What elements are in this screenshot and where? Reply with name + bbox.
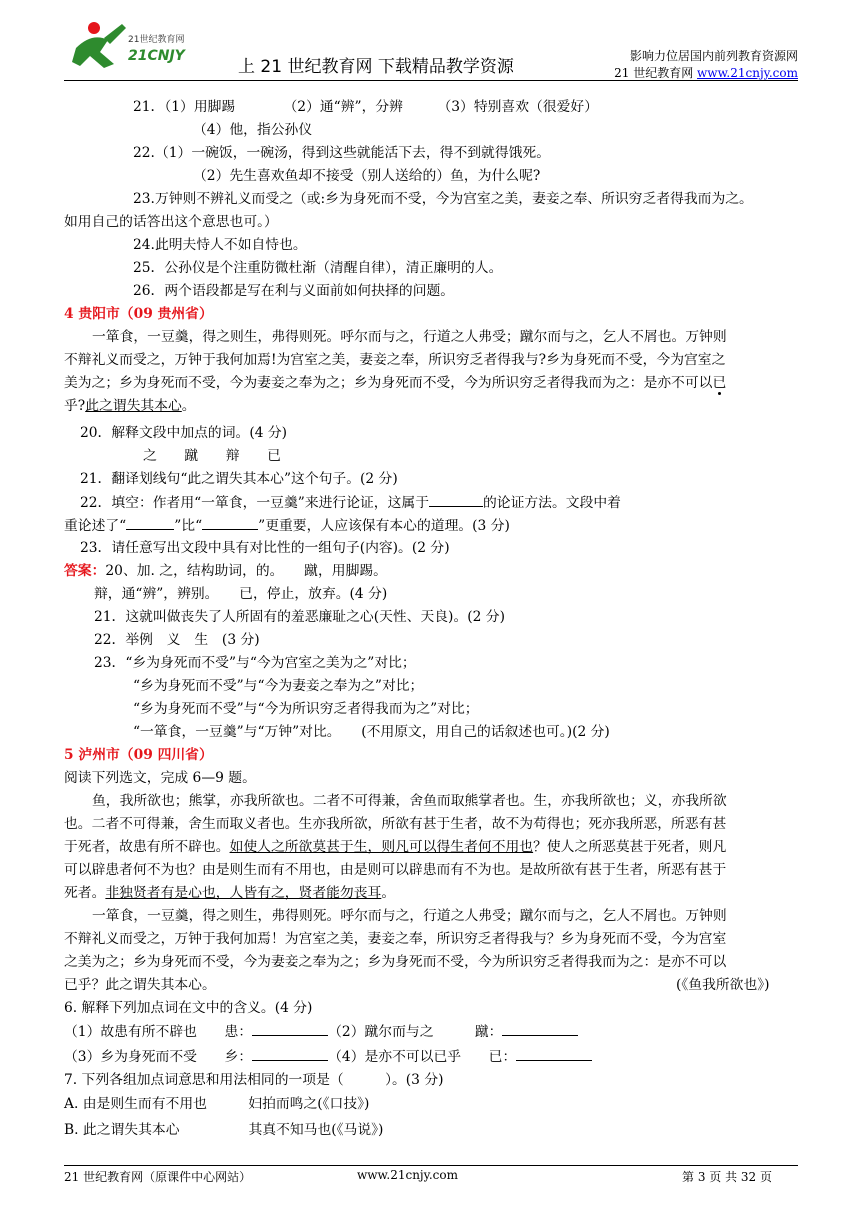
question-7: 7. 下列各组加点词意思和用法相同的一项是（ ）。(3 分) (64, 1072, 444, 1088)
question-22: 22．填空：作者用“一箪食，一豆羹”来进行论证，这属于 的论证方法。文段中着 (80, 492, 621, 513)
svg-text:21CNJY: 21CNJY (128, 48, 185, 64)
answer-21: 21．（1）用脚踢 （2）通“辨”，分辨 （3）特别喜欢（很爱好） (133, 99, 598, 115)
passage-2-line-5: 死者。非独贤者有是心也，人皆有之，贤者能勿丧耳。 (64, 885, 396, 901)
answer-block-2: 辩，通“辨”，辨别。 已，停止，放弃。(4 分) (94, 586, 388, 602)
answer-block-7: “乡为身死而不受”与“今为所识穷乏者得我而为之”对比； (133, 701, 479, 717)
passage-2-line-2: 也。二者不可得兼，舍生而取义者也。生亦我所欲，所欲有甚于生者，故不为苟得也；死亦我所恶，所恶有甚 (64, 816, 727, 832)
passage-2-line-1: 鱼，我所欲也；熊掌，亦我所欲也。二者不可得兼，舍鱼而取熊掌者也。生，亦我所欲也；义，亦我所欲 (92, 793, 727, 809)
answer-block-4: 22．举例 义 生 (3 分) (94, 632, 260, 648)
answer-23-cont: 如用自己的话答出这个意思也可。） (64, 214, 278, 230)
header-site-link[interactable]: www.21cnjy.com (697, 66, 798, 80)
answer-26: 26．两个语段都是写在利与义面前如何抉择的问题。 (133, 283, 455, 299)
footer-left: 21 世纪教育网（原课件中心网站） (64, 1170, 252, 1184)
passage-3-line-4: 已乎？此之谓失其本心。 (64, 977, 216, 993)
question-21: 21．翻译划线句“此之谓失其本心”这个句子。(2 分) (80, 471, 398, 487)
passage-1-line-4: 乎?此之谓失其本心。 (64, 398, 196, 414)
passage-3-line-1: 一箪食，一豆羹，得之则生，弗得则死。呼尔而与之，行道之人弗受；蹴尔而与之，乞人不屑也。万钟则 (92, 908, 727, 924)
header-site-name: 21 世纪教育网 (614, 66, 694, 80)
footer-site-link[interactable]: www.21cnjy.com (357, 1168, 458, 1182)
underlined-sentence: 此之谓失其本心 (85, 398, 182, 414)
header-divider (64, 80, 798, 81)
header-right (614, 48, 798, 82)
question-6-row-1: （1）故患有所不辟也 患： （2）蹴尔而与之 蹴： (64, 1021, 578, 1042)
svg-text:21世纪教育网: 21世纪教育网 (128, 35, 185, 45)
question-7-option-a: A. 由是则生而有不用也 妇拍而鸣之(《口技》) (64, 1096, 370, 1112)
question-6: 6. 解释下列加点词在文中的含义。(4 分) (64, 1000, 313, 1016)
answer-block-1: 答案：20、加. 之，结构助词，的。 蹴，用脚踢。 (64, 563, 387, 579)
section-heading-guiyang: 4 贵阳市（09 贵州省） (64, 306, 213, 322)
passage-1-line-1: 一箪食，一豆羹，得之则生，弗得则死。呼尔而与之，行道之人弗受；蹴尔而与之，乞人不屑也。万钟则 (92, 329, 727, 345)
answer-block-8: “一箪食，一豆羹”与“万钟”对比。 (不用原文，用自己的话叙述也可。)(2 分) (133, 724, 610, 740)
footer-divider (64, 1165, 798, 1166)
question-7-option-b: B. 此之谓失其本心 其真不知马也(《马说》) (64, 1122, 384, 1138)
answer-25: 25．公孙仪是个注重防微杜渐（清醒自律），清正廉明的人。 (133, 260, 503, 276)
question-20: 20．解释文段中加点的词。(4 分) (80, 425, 288, 441)
passage-1-line-2: 不辩礼义而受之，万钟于我何加焉!为宫室之美，妻妾之奉，所识穷乏者得我与?乡为身死而不受，今为宫室之 (64, 352, 726, 368)
section-heading-luzhou: 5 泸州市（09 四川省） (64, 747, 213, 763)
question-22-cont: 重论述了“ ”比“ ”更重要，人应该保有本心的道理。(3 分) (64, 515, 510, 536)
answer-22-2: （2）先生喜欢鱼却不接受（别人送给的）鱼，为什么呢? (193, 168, 541, 184)
passage-3-line-3: 之美为之；乡为身死而不受，今为妻妾之奉为之；乡为身死而不受，今为所识穷乏者得我而为之：是亦不可以 (64, 954, 727, 970)
passage-2-line-4: 可以辟患者何不为也？由是则生而有不用也，由是则可以辟患而有不为也。是故所欲有甚于生者，所恶有甚于 (64, 862, 727, 878)
question-20-words: 之 蹴 辩 已 (143, 448, 281, 464)
answer-block-3: 21．这就叫做丧失了人所固有的羞恶廉耻之心(天性、天良)。(2 分) (94, 609, 505, 625)
answer-23: 23.万钟则不辨礼义而受之（或:乡为身死而不受，今为宫室之美，妻妾之奉、所识穷乏者得我而为之。 (133, 191, 753, 207)
answer-21-4: （4）他，指公孙仪 (193, 122, 313, 138)
passage-2-line-3: 于死者，故患有所不辟也。如使人之所欲莫甚于生，则凡可以得生者何不用也？使人之所恶莫甚于死者，则凡 (64, 839, 727, 855)
reading-intro: 阅读下列选文，完成 6—9 题。 (64, 770, 256, 786)
answer-block-6: “乡为身死而不受”与“今为妻妾之奉为之”对比； (133, 678, 424, 694)
answer-22-1: 22.（1）一碗饭，一碗汤，得到这些就能活下去，得不到就得饿死。 (133, 145, 551, 161)
passage-source: (《鱼我所欲也》) (676, 977, 770, 993)
page-header (64, 14, 798, 80)
header-slogan: 上 21 世纪教育网 下载精品教学资源 (238, 57, 514, 77)
site-logo (64, 18, 214, 76)
header-tagline: 影响力位居国内前列教育资源网 (629, 49, 798, 63)
question-6-row-2: （3）乡为身死而不受 乡： （4）是亦不可以已乎 已： (64, 1046, 592, 1067)
answer-block-5: 23．“乡为身死而不受”与“今为宫室之美为之”对比； (94, 655, 416, 671)
passage-3-line-2: 不辩礼义而受之，万钟于我何加焉！为宫室之美，妻妾之奉，所识穷乏者得我与？乡为身死而不受，今为宫室 (64, 931, 727, 947)
question-23: 23．请任意写出文段中具有对比性的一组句子(内容)。(2 分) (80, 540, 450, 556)
footer-page-number: 第 3 页 共 32 页 (682, 1170, 772, 1184)
answer-24: 24.此明夫恃人不如自恃也。 (133, 237, 307, 253)
passage-1-line-3: 美为之；乡为身死而不受，今为妻妾之奉为之；乡为身死而不受，今为所识穷乏者得我而为之：是亦不可以已 (64, 375, 727, 391)
answer-label: 答案： (64, 563, 106, 579)
